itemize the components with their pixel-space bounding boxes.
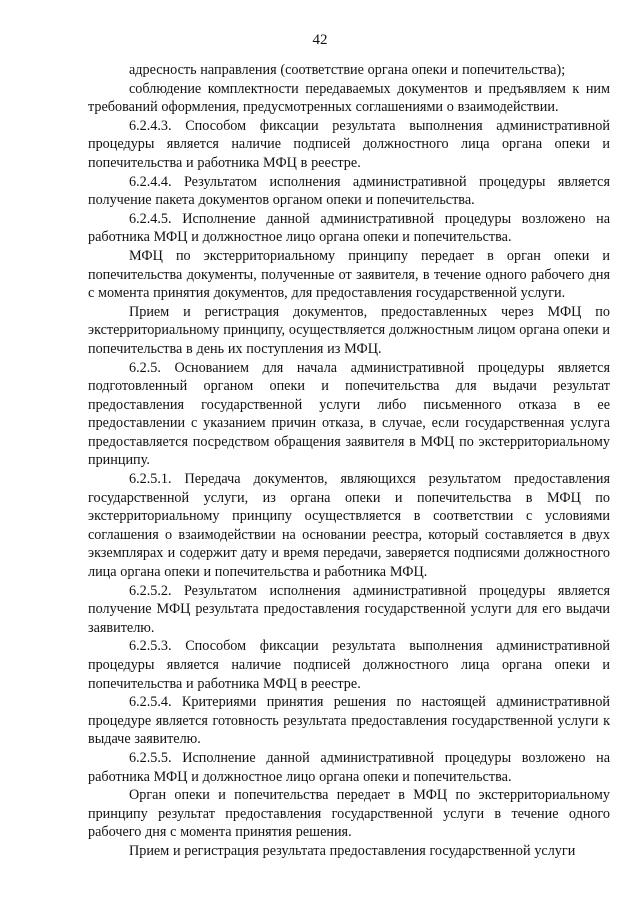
paragraph-result-registration: Прием и регистрация результата предоставления государственной услуги [129,842,576,859]
paragraph-6-2-5-3: 6.2.5.3. Способом фиксации результата выполнения административной процедуры является наличие подписей должностного лица органа опеки и попечительства и работника МФЦ в реестре. [88,638,610,692]
paragraph-mfc-transfer: МФЦ по экстерриториальному принципу передает в орган опеки и попечительства документы, полученные от заявителя, в течение одного рабочего дня с момента принятия документов, для предоставления государственной услуги. [88,247,610,302]
paragraph-completeness-check: соблюдение комплектности передаваемых документов и предъявляем к ним требований оформления, предусмотренных соглашениями о взаимодействии. [88,80,610,116]
paragraph-6-2-5-5: 6.2.5.5. Исполнение данной административной процедуры возложено на работника МФЦ и должностное лицо органа опеки и попечительства. [88,749,610,785]
paragraph-6-2-5-4: 6.2.5.4. Критериями принятия решения по настоящей административной процедуре является готовность результата предоставления государственной услуги к выдаче заявителю. [88,694,610,748]
paragraph-6-2-5: 6.2.5. Основанием для начала административной процедуры является подготовленный органом опеки и попечительства для выдачи результат предоставления государственной услуги либо письменного отказа в ее предоставлении с указанием причин отказа, в случае, если государственная услуга предоставляется посредством обращения заявителя в МФЦ по экстерриториальному принципу. [88,359,610,469]
paragraph-6-2-4-5: 6.2.4.5. Исполнение данной административной процедуры возложено на работника МФЦ и должностное лицо органа опеки и попечительства. [88,210,610,246]
paragraph-6-2-4-4: 6.2.4.4. Результатом исполнения административной процедуры является получение пакета документов органом опеки и попечительства. [88,173,610,209]
paragraph-document-registration: Прием и регистрация документов, предоставленных через МФЦ по экстерриториальному принципу, осуществляется должностным лицом органа опеки и попечительства в день их поступления из МФЦ. [88,303,610,357]
paragraph-6-2-5-2: 6.2.5.2. Результатом исполнения административной процедуры является получение МФЦ результата предоставления государственной услуги для его выдачи заявителю. [88,582,610,636]
body-text [88,61,610,861]
page-number: 42 [312,32,328,48]
paragraph-guardianship-transfer: Орган опеки и попечительства передает в МФЦ по экстерриториальному принципу результат предоставления государственной услуги в течение одного рабочего дня с момента принятия решения. [88,787,610,841]
paragraph-address-check: адресность направления (соответствие органа опеки и попечительства); [129,62,566,78]
paragraph-6-2-4-3: 6.2.4.3. Способом фиксации результата выполнения административной процедуры является наличие подписей должностного лица органа опеки и попечительства и работника МФЦ в реестре. [88,117,610,171]
paragraph-6-2-5-1: 6.2.5.1. Передача документов, являющихся результатом предоставления государственной услуги, из органа опеки и попечительства в МФЦ по экстерриториальному принципу осуществляется в соответствии с условиями соглашения о взаимодействии на основании реестра, который составляется в двух экземплярах и содержит дату и время передачи, заверяется подписями должностного лица органа опеки и попечительства и работника МФЦ. [88,471,610,581]
